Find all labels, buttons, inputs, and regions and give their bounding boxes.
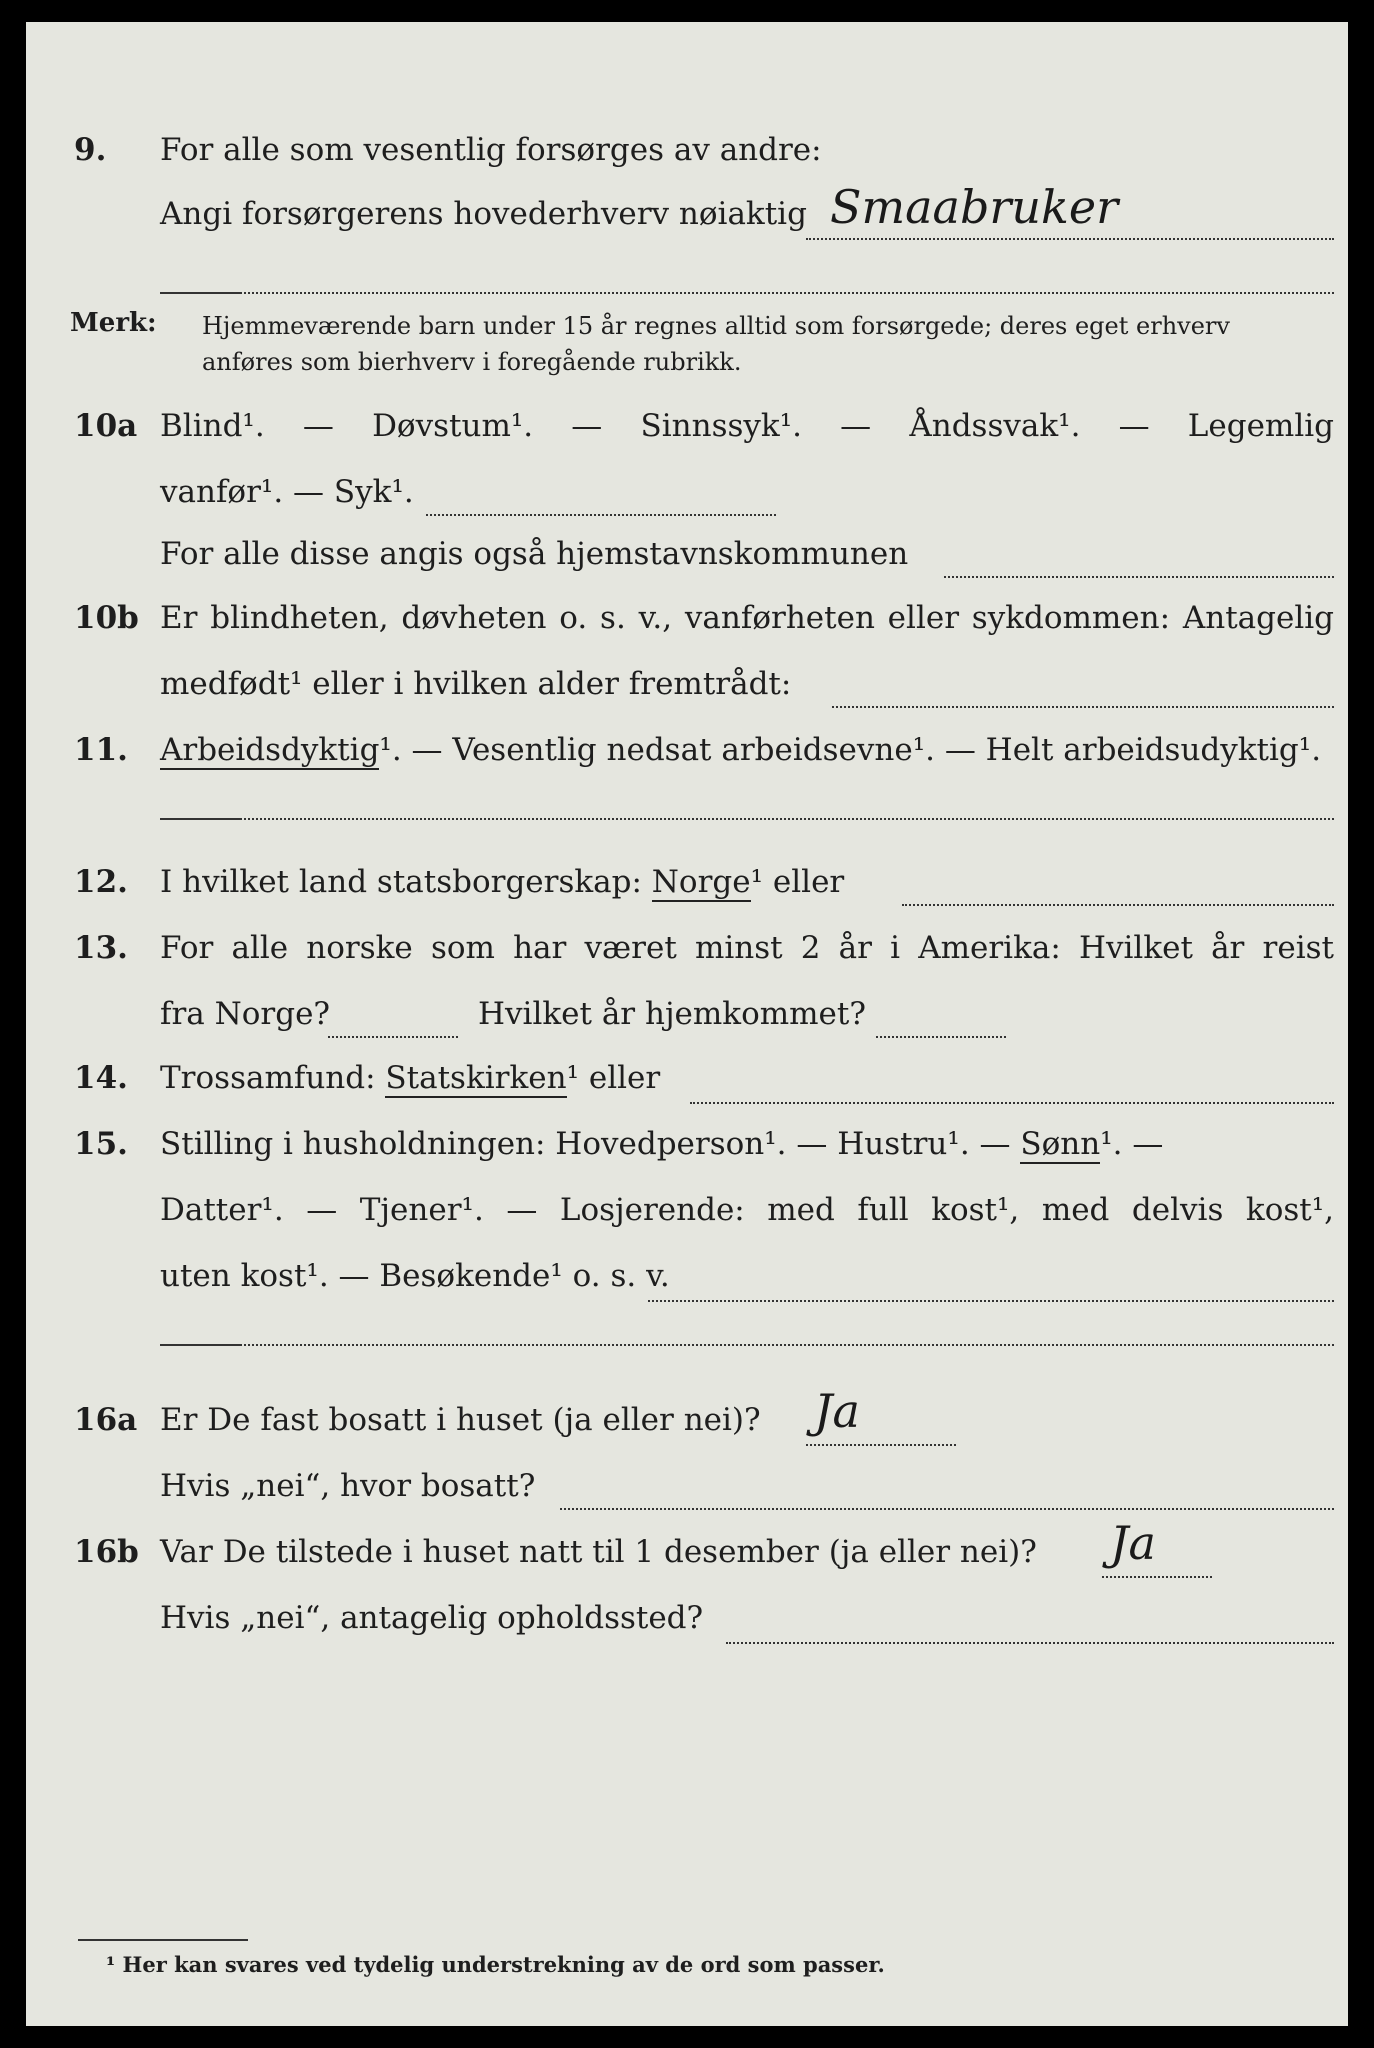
handwritten-answer[interactable]: Ja bbox=[814, 1384, 860, 1438]
question-text-part1: fra Norge? bbox=[160, 996, 331, 1032]
question-9-line2 bbox=[26, 180, 1348, 250]
question-text-part2: Hvilket år hjemkommet? bbox=[478, 996, 866, 1032]
footnote: ¹ Her kan svares ved tydelig understrekning av de ord som passer. bbox=[106, 1952, 885, 1977]
question-text: uten kost¹. — Besøkende¹ o. s. v. bbox=[160, 1258, 670, 1294]
answer-line bbox=[806, 238, 1334, 240]
question-text: Er blindheten, døvheten o. s. v., vanførheten eller sykdommen: Antagelig bbox=[160, 600, 1334, 636]
question-text: Hvis „nei“, hvor bosatt? bbox=[160, 1468, 536, 1504]
question-text bbox=[160, 864, 844, 900]
question-text: vanfør¹. — Syk¹. bbox=[160, 474, 414, 510]
underlined-option[interactable]: Arbeidsdyktig bbox=[160, 732, 380, 768]
question-text bbox=[160, 1060, 660, 1096]
question-text: Angi forsørgerens hovederhverv nøiaktig bbox=[160, 196, 807, 232]
answer-line bbox=[648, 1300, 1334, 1302]
question-label: I hvilket land statsborgerskap: bbox=[160, 864, 642, 900]
answer-line bbox=[876, 1036, 1006, 1038]
question-options: Stilling i husholdningen: Hovedperson¹. — Hustru¹. — bbox=[160, 1126, 1011, 1162]
answer-line bbox=[328, 1036, 458, 1038]
question-text: Blind¹. — Døvstum¹. — Sinnssyk¹. — Åndssvak¹. — Legemlig bbox=[160, 408, 1334, 444]
handwritten-answer[interactable]: Smaabruker bbox=[830, 180, 1119, 234]
note-text bbox=[202, 308, 1334, 380]
question-10a-line1 bbox=[26, 404, 1348, 462]
question-16a-line1 bbox=[26, 1384, 1348, 1456]
question-9-line1 bbox=[26, 128, 1348, 186]
answer-line bbox=[902, 904, 1334, 906]
question-14 bbox=[26, 1056, 1348, 1114]
underlined-option[interactable]: Norge bbox=[651, 864, 751, 900]
question-16b-line2 bbox=[26, 1596, 1348, 1654]
question-16b-line1 bbox=[26, 1516, 1348, 1588]
question-number: 16a bbox=[74, 1402, 138, 1438]
question-11 bbox=[26, 728, 1348, 786]
answer-line bbox=[806, 1444, 956, 1446]
question-number: 9. bbox=[74, 132, 107, 168]
question-text: For alle disse angis også hjemstavnskommunen bbox=[160, 536, 909, 572]
question-number: 10a bbox=[74, 408, 138, 444]
question-13-line1 bbox=[26, 926, 1348, 984]
question-12 bbox=[26, 860, 1348, 918]
question-text: Er De fast bosatt i huset (ja eller nei)? bbox=[160, 1402, 761, 1438]
answer-line bbox=[832, 706, 1334, 708]
question-13-line2 bbox=[26, 992, 1348, 1050]
question-number: 13. bbox=[74, 930, 128, 966]
census-form-page bbox=[26, 22, 1348, 2026]
question-option: ¹ eller bbox=[750, 864, 845, 900]
question-option: ¹ eller bbox=[566, 1060, 661, 1096]
question-text: Datter¹. — Tjener¹. — Losjerende: med full kost¹, med delvis kost¹, bbox=[160, 1192, 1334, 1228]
question-10b-line1 bbox=[26, 596, 1348, 654]
question-text: For alle norske som har været minst 2 år i Amerika: Hvilket år reist bbox=[160, 930, 1334, 966]
note-line: Hjemmeværende barn under 15 år regnes alltid som forsørgede; deres eget erhverv bbox=[202, 312, 1230, 340]
underlined-option[interactable]: Statskirken bbox=[385, 1060, 567, 1096]
question-text: Var De tilstede i huset natt til 1 desember (ja eller nei)? bbox=[160, 1534, 1037, 1570]
answer-line bbox=[726, 1642, 1334, 1644]
separator-line bbox=[160, 292, 1334, 294]
question-text: medfødt¹ eller i hvilken alder fremtrådt: bbox=[160, 666, 792, 702]
question-16a-line2 bbox=[26, 1464, 1348, 1522]
question-number: 11. bbox=[74, 732, 128, 768]
question-10b-line2 bbox=[26, 662, 1348, 720]
answer-line bbox=[426, 514, 776, 516]
question-15-line3 bbox=[26, 1254, 1348, 1312]
question-text: For alle som vesentlig forsørges av andre: bbox=[160, 132, 822, 168]
question-number: 16b bbox=[74, 1534, 139, 1570]
footnote-rule bbox=[78, 1939, 248, 1941]
question-15-line2 bbox=[26, 1188, 1348, 1246]
note-line: anføres som bierhverv i foregående rubrikk. bbox=[202, 348, 742, 376]
question-10a-line3 bbox=[26, 532, 1348, 590]
answer-line bbox=[560, 1508, 1334, 1510]
question-text bbox=[160, 732, 1321, 768]
question-number: 14. bbox=[74, 1060, 128, 1096]
question-number: 10b bbox=[74, 600, 139, 636]
answer-line bbox=[944, 576, 1334, 578]
question-10a-line2 bbox=[26, 470, 1348, 528]
question-options: ¹. — Vesentlig nedsat arbeidsevne¹. — Helt arbeidsudyktig¹. bbox=[379, 732, 1322, 768]
question-number: 12. bbox=[74, 864, 128, 900]
answer-line bbox=[690, 1102, 1334, 1104]
note-label: Merk: bbox=[70, 308, 157, 338]
separator-line bbox=[160, 1344, 1334, 1346]
separator-line bbox=[160, 818, 1334, 820]
question-label: Trossamfund: bbox=[160, 1060, 376, 1096]
question-number: 15. bbox=[74, 1126, 128, 1162]
question-text bbox=[160, 1126, 1163, 1162]
handwritten-answer[interactable]: Ja bbox=[1110, 1516, 1156, 1570]
underlined-option[interactable]: Sønn bbox=[1020, 1126, 1101, 1162]
answer-line bbox=[1102, 1576, 1212, 1578]
question-15-line1 bbox=[26, 1122, 1348, 1180]
question-text: Hvis „nei“, antagelig opholdssted? bbox=[160, 1600, 704, 1636]
question-options: ¹. — bbox=[1100, 1126, 1164, 1162]
